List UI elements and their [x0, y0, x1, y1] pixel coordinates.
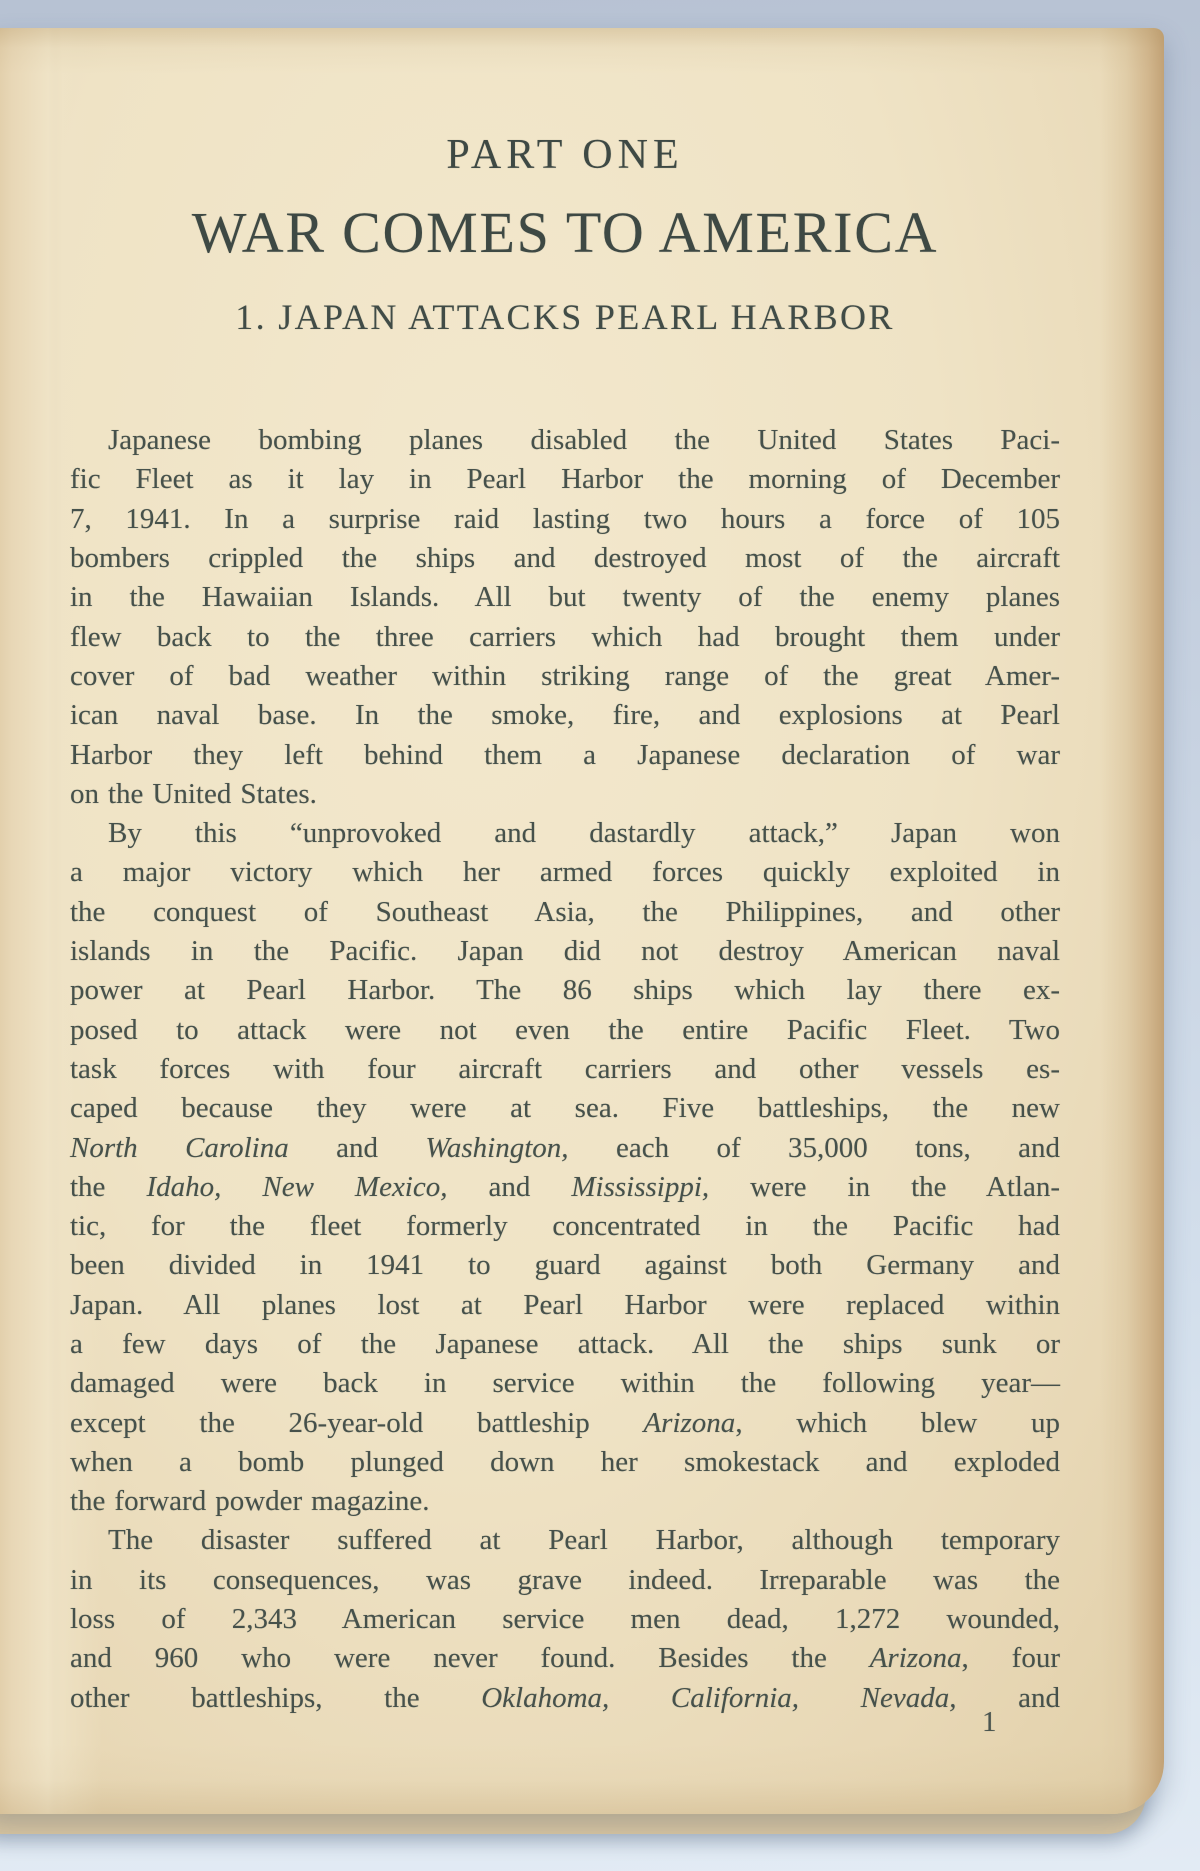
- text-line: fic Fleet as it lay in Pearl Harbor the morning of December: [70, 463, 1060, 496]
- text-line: task forces with four aircraft carriers and other vessels es-: [70, 1052, 1060, 1085]
- text-line: power at Pearl Harbor. The 86 ships which lay there ex-: [70, 974, 1060, 1007]
- text-line: other battleships, the Oklahoma, California, Nevada, and: [70, 1681, 1060, 1714]
- text-line: except the 26-year-old battleship Arizona, which blew up: [70, 1406, 1060, 1439]
- text-line: been divided in 1941 to guard against both Germany and: [70, 1249, 1060, 1282]
- paragraph: [70, 421, 1060, 814]
- text-line: 7, 1941. In a surprise raid lasting two hours a force of 105: [70, 502, 1060, 535]
- text-line: cover of bad weather within striking range of the great Amer-: [70, 659, 1060, 692]
- text-line: the conquest of Southeast Asia, the Philippines, and other: [70, 895, 1060, 928]
- book-page: [0, 28, 1164, 1814]
- text-line: bombers crippled the ships and destroyed most of the aircraft: [70, 542, 1060, 575]
- text-line: loss of 2,343 American service men dead, 1,272 wounded,: [70, 1603, 1060, 1636]
- text-line: caped because they were at sea. Five battleships, the new: [70, 1092, 1060, 1125]
- text-line: By this “unprovoked and dastardly attack,” Japan won: [108, 817, 1060, 850]
- text-line: the forward powder magazine.: [70, 1485, 430, 1518]
- chapter-heading: 1. JAPAN ATTACKS PEARL HARBOR: [235, 296, 895, 337]
- paragraph: [70, 1521, 1060, 1717]
- page-number: 1: [982, 1706, 997, 1738]
- text-line: islands in the Pacific. Japan did not destroy American naval: [70, 935, 1060, 968]
- text-line: Harbor they left behind them a Japanese declaration of war: [70, 738, 1060, 771]
- text-line: North Carolina and Washington, each of 35,000 tons, and: [70, 1131, 1061, 1164]
- text-line: a few days of the Japanese attack. All the ships sunk or: [70, 1328, 1060, 1360]
- text-line: posed to attack were not even the entire Pacific Fleet. Two: [70, 1013, 1060, 1046]
- text-line: flew back to the three carriers which had brought them under: [70, 620, 1060, 653]
- text-line: The disaster suffered at Pearl Harbor, although temporary: [108, 1524, 1060, 1557]
- body-text: [70, 421, 1060, 1718]
- text-line: and 960 who were never found. Besides the Arizona, four: [70, 1642, 1060, 1675]
- text-line: damaged were back in service within the following year—: [70, 1367, 1060, 1400]
- text-line: the Idaho, New Mexico, and Mississippi, were in the Atlan-: [70, 1170, 1061, 1203]
- text-line: on the United States.: [70, 777, 317, 810]
- text-line: in its consequences, was grave indeed. Irreparable was the: [70, 1563, 1060, 1596]
- part-label: PART ONE: [446, 132, 684, 178]
- text-line: tic, for the fleet formerly concentrated in the Pacific had: [70, 1210, 1060, 1243]
- part-title: WAR COMES TO AMERICA: [191, 200, 939, 266]
- text-line: in the Hawaiian Islands. All but twenty of the enemy planes: [70, 581, 1060, 614]
- paragraph: [70, 814, 1060, 1521]
- text-line: Japanese bombing planes disabled the United States Paci-: [108, 424, 1060, 457]
- text-line: ican naval base. In the smoke, fire, and explosions at Pearl: [70, 699, 1060, 732]
- text-line: when a bomb plunged down her smokestack and exploded: [70, 1445, 1060, 1478]
- text-line: a major victory which her armed forces quickly exploited in: [70, 856, 1060, 889]
- page-content: [70, 28, 1060, 1814]
- text-line: Japan. All planes lost at Pearl Harbor were replaced within: [70, 1288, 1060, 1321]
